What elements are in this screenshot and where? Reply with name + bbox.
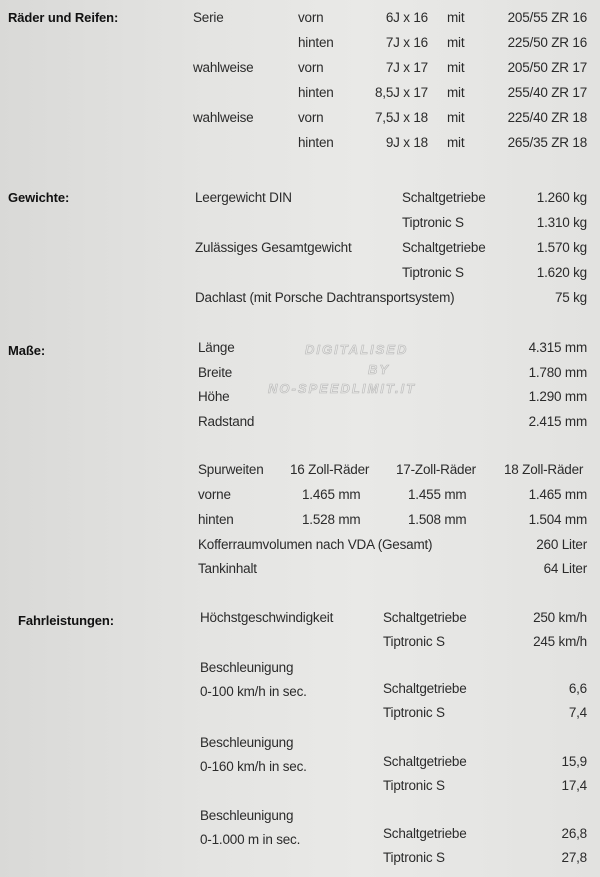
hoechst-label: Höchstgeschwindigkeit bbox=[200, 610, 334, 625]
col-16-header: 16 Zoll-Räder bbox=[290, 462, 370, 477]
spurweiten-label: Spurweiten bbox=[198, 462, 264, 477]
wheel-row-tire: 205/55 ZR 16 bbox=[507, 10, 587, 25]
b3-label-1: Beschleunigung bbox=[200, 808, 294, 823]
watermark-line-1: DIGITALISED bbox=[305, 342, 409, 357]
b2-tip-value: 17,4 bbox=[561, 778, 587, 793]
hoehe-value: 1.290 mm bbox=[528, 389, 587, 404]
wheel-row-mit: mit bbox=[447, 35, 465, 50]
hoechst-schalt-value: 250 km/h bbox=[533, 610, 587, 625]
wheel-row-tire: 265/35 ZR 18 bbox=[507, 135, 587, 150]
wheel-row-mit: mit bbox=[447, 60, 465, 75]
radstand-label: Radstand bbox=[198, 414, 255, 429]
lg-schalt-label: Schaltgetriebe bbox=[402, 190, 486, 205]
fahr-heading: Fahrleistungen: bbox=[18, 613, 115, 628]
b1-tip-label: Tiptronic S bbox=[383, 705, 445, 720]
wheel-row-label: wahlweise bbox=[193, 60, 254, 75]
hinten-17-value: 1.508 mm bbox=[408, 512, 467, 527]
zulaessig-label: Zulässiges Gesamtgewicht bbox=[195, 240, 352, 255]
vorne-17-value: 1.455 mm bbox=[408, 487, 467, 502]
wheel-row-rim: 7J x 16 bbox=[385, 35, 428, 50]
wheel-row-rim: 7,5J x 18 bbox=[375, 110, 428, 125]
wheel-row-rim: 6J x 16 bbox=[385, 10, 428, 25]
laenge-label: Länge bbox=[198, 340, 235, 355]
lg-tip-value: 1.310 kg bbox=[536, 215, 587, 230]
hinten-label: hinten bbox=[198, 512, 234, 527]
wheel-row-tire: 225/40 ZR 18 bbox=[507, 110, 587, 125]
wheel-row-tire: 255/40 ZR 17 bbox=[507, 85, 587, 100]
b1-tip-value: 7,4 bbox=[568, 705, 587, 720]
koffer-label: Kofferraumvolumen nach VDA (Gesamt) bbox=[198, 537, 433, 552]
wheel-row-mit: mit bbox=[447, 10, 465, 25]
b1-schalt-label: Schaltgetriebe bbox=[383, 681, 467, 696]
b2-label-2: 0-160 km/h in sec. bbox=[200, 759, 307, 774]
wheel-row-label: wahlweise bbox=[193, 110, 254, 125]
wheel-row-pos: hinten bbox=[298, 35, 334, 50]
b2-schalt-label: Schaltgetriebe bbox=[383, 754, 467, 769]
wheel-row-label: Serie bbox=[193, 10, 224, 25]
raeder-heading: Räder und Reifen: bbox=[8, 10, 119, 25]
b3-schalt-label: Schaltgetriebe bbox=[383, 826, 467, 841]
watermark-line-2: BY bbox=[368, 362, 391, 377]
hoechst-tip-value: 245 km/h bbox=[533, 634, 587, 649]
zg-tip-label: Tiptronic S bbox=[402, 265, 464, 280]
gewichte-heading: Gewichte: bbox=[8, 190, 70, 205]
lg-tip-label: Tiptronic S bbox=[402, 215, 464, 230]
b1-label-2: 0-100 km/h in sec. bbox=[200, 684, 307, 699]
watermark-line-3: NO-SPEEDLIMIT.IT bbox=[268, 381, 417, 396]
hinten-18-value: 1.504 mm bbox=[528, 512, 587, 527]
col-18-header: 18 Zoll-Räder bbox=[504, 462, 584, 477]
b3-tip-value: 27,8 bbox=[561, 850, 587, 865]
hoehe-label: Höhe bbox=[198, 389, 230, 404]
hoechst-tip-label: Tiptronic S bbox=[383, 634, 445, 649]
b1-schalt-value: 6,6 bbox=[568, 681, 587, 696]
dachlast-label: Dachlast (mit Porsche Dachtransportsystem) bbox=[195, 290, 455, 305]
vorne-label: vorne bbox=[198, 487, 231, 502]
leergewicht-label: Leergewicht DIN bbox=[195, 190, 292, 205]
wheel-row-pos: vorn bbox=[298, 10, 324, 25]
wheel-row-pos: hinten bbox=[298, 135, 334, 150]
wheel-row-mit: mit bbox=[447, 85, 465, 100]
dachlast-value: 75 kg bbox=[554, 290, 587, 305]
b3-schalt-value: 26,8 bbox=[561, 826, 587, 841]
zg-schalt-value: 1.570 kg bbox=[536, 240, 587, 255]
wheel-row-rim: 9J x 18 bbox=[385, 135, 428, 150]
wheel-row-tire: 205/50 ZR 17 bbox=[507, 60, 587, 75]
zg-schalt-label: Schaltgetriebe bbox=[402, 240, 486, 255]
b2-label-1: Beschleunigung bbox=[200, 735, 294, 750]
wheel-row-tire: 225/50 ZR 16 bbox=[507, 35, 587, 50]
wheel-row-mit: mit bbox=[447, 135, 465, 150]
wheel-row-mit: mit bbox=[447, 110, 465, 125]
breite-value: 1.780 mm bbox=[528, 365, 587, 380]
breite-label: Breite bbox=[198, 365, 233, 380]
b2-tip-label: Tiptronic S bbox=[383, 778, 445, 793]
b3-tip-label: Tiptronic S bbox=[383, 850, 445, 865]
tank-value: 64 Liter bbox=[543, 561, 587, 576]
laenge-value: 4.315 mm bbox=[528, 340, 587, 355]
radstand-value: 2.415 mm bbox=[528, 414, 587, 429]
zg-tip-value: 1.620 kg bbox=[536, 265, 587, 280]
wheel-row-pos: hinten bbox=[298, 85, 334, 100]
wheel-row-rim: 7J x 17 bbox=[385, 60, 428, 75]
b1-label-1: Beschleunigung bbox=[200, 660, 294, 675]
wheel-row-pos: vorn bbox=[298, 110, 324, 125]
lg-schalt-value: 1.260 kg bbox=[536, 190, 587, 205]
wheel-row-rim: 8,5J x 17 bbox=[375, 85, 428, 100]
b2-schalt-value: 15,9 bbox=[561, 754, 587, 769]
koffer-value: 260 Liter bbox=[536, 537, 587, 552]
wheel-row-pos: vorn bbox=[298, 60, 324, 75]
vorne-16-value: 1.465 mm bbox=[302, 487, 361, 502]
masse-heading: Maße: bbox=[8, 343, 46, 358]
col-17-header: 17-Zoll-Räder bbox=[396, 462, 476, 477]
hinten-16-value: 1.528 mm bbox=[302, 512, 361, 527]
vorne-18-value: 1.465 mm bbox=[528, 487, 587, 502]
tank-label: Tankinhalt bbox=[198, 561, 257, 576]
b3-label-2: 0-1.000 m in sec. bbox=[200, 832, 301, 847]
hoechst-schalt-label: Schaltgetriebe bbox=[383, 610, 467, 625]
